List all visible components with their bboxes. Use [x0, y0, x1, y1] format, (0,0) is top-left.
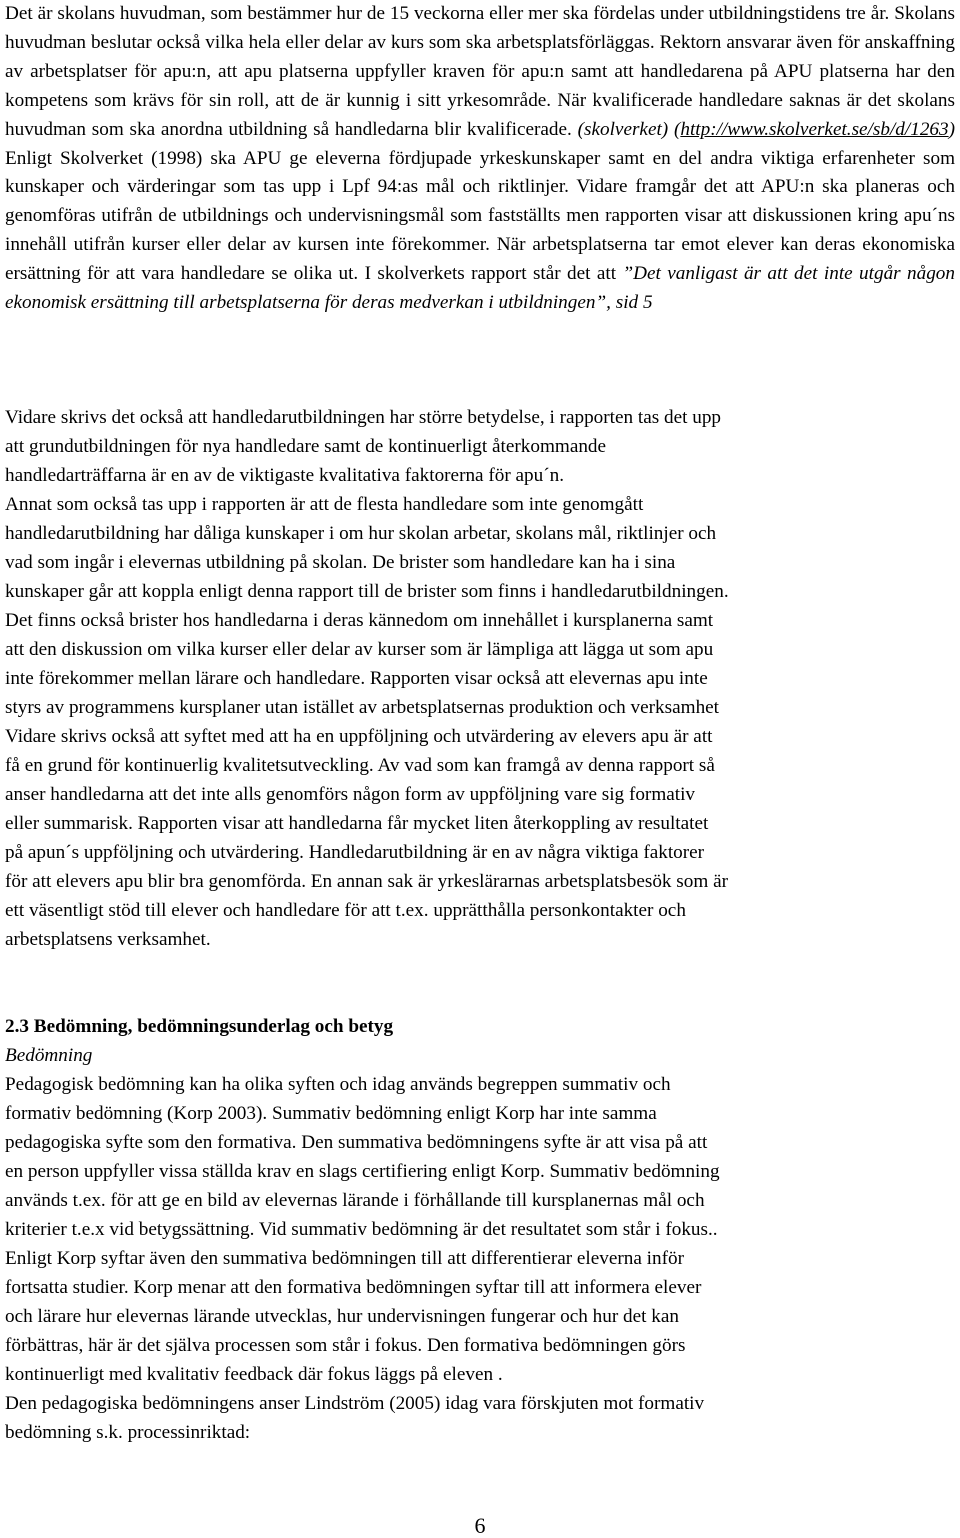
text-line: anser handledarna att det inte alls genomförs någon form av uppföljning vare sig formativ	[5, 784, 696, 805]
text-line: används t.ex. för att ge en bild av elevernas lärande i förhållande till kursplanernas mål och	[5, 1190, 705, 1211]
paragraph-brister	[5, 519, 955, 954]
text-line: Pedagogisk bedömning kan ha olika syften och idag används begreppen summativ och	[5, 1074, 671, 1095]
skolverket-link[interactable]: http://www.skolverket.se/sb/d/1263	[680, 118, 949, 140]
paragraph-bedomning	[5, 1070, 955, 1389]
text-line: ett väsentligt stöd till elever och handledare för att t.ex. upprätthålla personkontakter och	[5, 900, 686, 921]
paragraph-apu-responsibility	[5, 0, 955, 318]
text-line: att grundutbildningen för nya handledare samt de kontinuerligt återkommande	[5, 436, 607, 457]
text-line: formativ bedömning (Korp 2003). Summativ bedömning enligt Korp har inte samma	[5, 1103, 657, 1124]
text-line: få en grund för kontinuerlig kvalitetsutveckling. Av vad som kan framgå av denna rapport så	[5, 755, 715, 776]
subsection-heading: Bedömning	[5, 1045, 93, 1066]
text-line: arbetsplatsens verksamhet.	[5, 929, 211, 950]
text-line: fortsatta studier. Korp menar att den formativa bedömningen syftar till att informera elever	[5, 1277, 702, 1298]
text-line: Vidare skrivs också att syftet med att ha en uppföljning och utvärdering av elevers apu är att	[5, 726, 713, 747]
text-line: handledarträffarna är en av de viktigaste kvalitativa faktorerna för apu´n.	[5, 465, 565, 486]
text-line: styrs av programmens kursplaner utan istället av arbetsplatsernas produktion och verksamhet	[5, 697, 720, 718]
text-line: vad som ingår i elevernas utbildning på skolan. De brister som handledare kan ha i sina	[5, 552, 676, 573]
text-line: eller summarisk. Rapporten visar att handledarna får mycket liten återkoppling av resultatet	[5, 813, 709, 834]
text-line: Annat som också tas upp i rapporten är att de flesta handledare som inte genomgått	[5, 494, 644, 515]
text-line: för att elevers apu blir bra genomförda. En annan sak är yrkeslärarnas arbetsplatsbesök som är	[5, 871, 728, 892]
text-line: att den diskussion om vilka kurser eller delar av kurser som är lämpliga att lägga ut som apu	[5, 639, 714, 660]
citation-close: )	[948, 118, 955, 140]
citation: (skolverket) (	[577, 118, 681, 140]
text-run: Det är skolans huvudman, som bestämmer hur de 15 veckorna eller mer ska fördelas under utbildningstidens tre år. Skolans huvudman beslutar också vilka hela eller delar av kurs som ska arbetsplatsförläggas. Rektorn ansvarar även för anskaffning av arbetsplatser för apu:n, att apu platserna uppfyller kraven för apu:n samt att handledarena på APU platserna har den kompetens som krävs för sin roll, att de är kunnig i sitt yrkesområde. När kvalificerade handledare saknas är det skolans huvudman som ska anordna utbildning så handledarna blir kvalificerade.	[5, 3, 955, 140]
text-line: Den pedagogiska bedömningens anser Lindström (2005) idag vara förskjuten mot formativ	[5, 1393, 705, 1414]
text-line: förbättras, här är det själva processen som står i fokus. Den formativa bedömningen görs	[5, 1335, 686, 1356]
text-line: kriterier t.e.x vid betygssättning. Vid summativ bedömning är det resultatet som står i fokus..	[5, 1219, 718, 1240]
text-line: inte förekommer mellan lärare och handledare. Rapporten visar också att elevernas apu inte	[5, 668, 708, 689]
text-line: Vidare skrivs det också att handledarutbildningen har större betydelse, i rapporten tas det upp	[5, 407, 722, 428]
text-line: på apun´s uppföljning och utvärdering. Handledarutbildning är en av några viktiga faktorer	[5, 842, 705, 863]
text-line: en person uppfyller vissa ställda krav en slags certifiering enligt Korp. Summativ bedömning	[5, 1161, 720, 1182]
text-line: Det finns också brister hos handledarna i deras kännedom om innehållet i kursplanerna samt	[5, 610, 714, 631]
text-line: kontinuerligt med kvalitativ feedback där fokus läggs på eleven .	[5, 1364, 503, 1385]
text-run: Enligt Skolverket (1998) ska APU ge eleverna fördjupade yrkeskunskaper samt en del andra viktiga erfarenheter som kunskaper och värderingar som tas upp i Lpf 94:as mål och riktlinjer. Vidare framgår det att APU:n ska planeras och genomföras utifrån de utbildnings och undervisningsmål som fastställts men rapporten visar att diskussionen kring apu´ns innehåll utifrån kurser eller delar av kursen inte förekommer. När arbetsplatserna tar emot elever kan deras ekonomiska ersättning för att vara handledare se olika ut. I skolverkets rapport står det att	[5, 147, 955, 285]
text-line: pedagogiska syfte som den formativa. Den summativa bedömningens syfte är att visa på att	[5, 1132, 708, 1153]
text-line: och lärare hur elevernas lärande utvecklas, hur undervisningen fungerar och hur det kan	[5, 1306, 679, 1327]
text-line: bedömning s.k. processinriktad:	[5, 1422, 251, 1443]
quote: ”Det vanligast är att det inte utgår någon ekonomisk ersättning till arbetsplatserna för deras medverkan i utbildningen”, sid 5	[5, 263, 955, 314]
paragraph-lindstrom	[5, 1389, 955, 1447]
page-number: 6	[474, 1513, 486, 1538]
text-line: kunskaper går att koppla enligt denna rapport till de brister som finns i handledarutbildningen.	[5, 581, 729, 602]
section-heading: 2.3 Bedömning, bedömningsunderlag och betyg	[5, 1016, 394, 1037]
text-line: Enligt Korp syftar även den summativa bedömningen till att differentierar eleverna inför	[5, 1248, 684, 1269]
text-line: handledarutbildning har dåliga kunskaper i om hur skolan arbetar, skolans mål, riktlinjer och	[5, 523, 717, 544]
paragraph-handledarutbildning	[5, 403, 955, 519]
